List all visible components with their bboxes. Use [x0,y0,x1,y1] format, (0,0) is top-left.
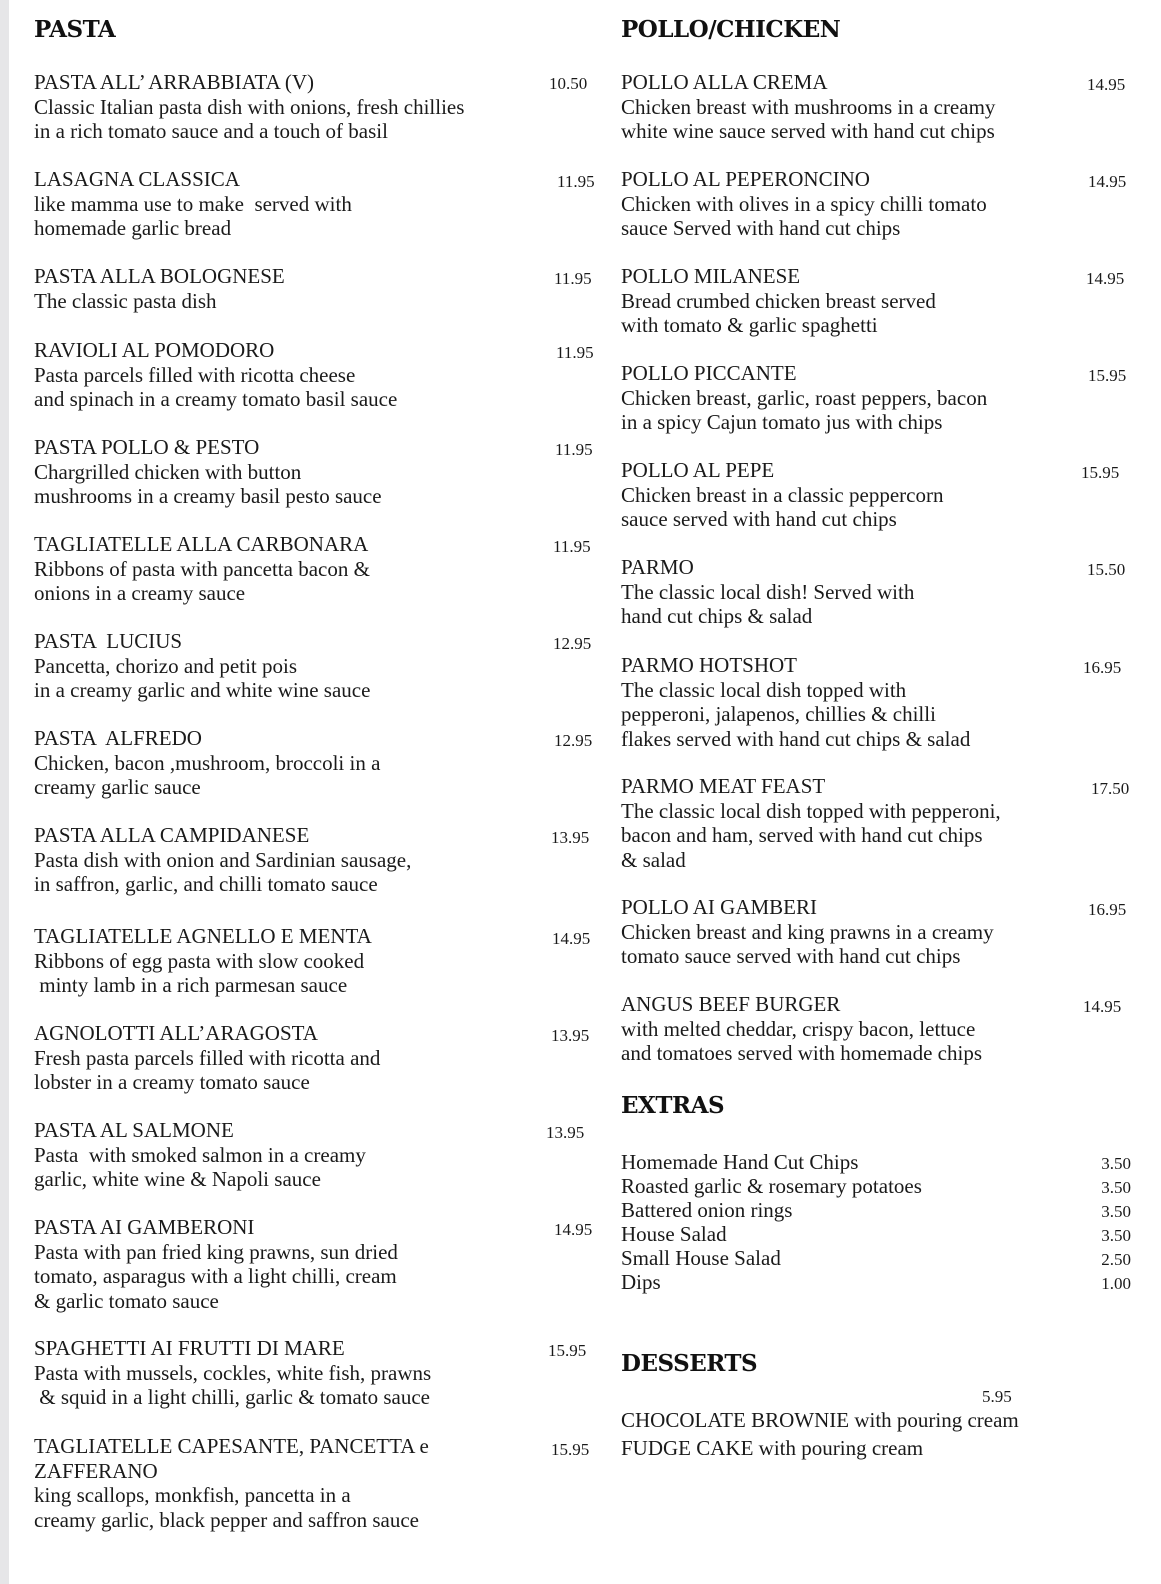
menu-item-price: 14.95 [552,929,591,948]
menu-item-description: like mamma use to make served with [34,191,352,216]
menu-item-description: in a rich tomato sauce and a touch of basil [34,119,388,143]
menu-item-description: in saffron, garlic, and chilli tomato sauce [34,872,378,896]
menu-item-description: Chicken breast with mushrooms in a creamy [621,94,996,119]
menu-item [34,1336,431,1410]
menu-item-description: The classic pasta dish [34,288,217,313]
menu-item-price: 11.95 [556,343,594,362]
menu-item-description: flakes served with hand cut chips & salad [621,726,971,751]
menu-item-description: tomato sauce served with hand cut chips [621,944,961,968]
menu-item-description: pepperoni, jalapenos, chillies & chilli [621,702,936,726]
menu-item [34,1434,429,1532]
menu-item [621,992,982,1066]
menu-item-price: 15.95 [1088,366,1127,385]
menu-item-name: PARMO HOTSHOT [621,653,798,677]
menu-item-description: and spinach in a creamy tomato basil sauce [34,387,398,411]
dessert-item: FUDGE CAKE with pouring cream [621,1436,924,1460]
menu-item [34,924,372,998]
menu-item-name: AGNOLOTTI ALL’ARAGOSTA [34,1021,318,1045]
menu-item-name: LASAGNA CLASSICA [34,167,240,191]
menu-item-description: minty lamb in a rich parmesan sauce [34,973,348,997]
extras-item-price: 3.50 [1101,1154,1131,1173]
menu-item-description: Chicken, bacon ,mushroom, broccoli in a [34,750,381,775]
menu-item-description: & garlic tomato sauce [34,1288,219,1313]
menu-item-description: ZAFFERANO [34,1458,158,1483]
menu-item-description: Ribbons of pasta with pancetta bacon & [34,556,370,581]
menu-item-description: with tomato & garlic spaghetti [621,313,878,337]
menu-item [621,895,994,969]
menu-item-name: RAVIOLI AL POMODORO [34,338,275,362]
extras-item-price: 1.00 [1101,1274,1131,1293]
menu-item-name: PASTA AI GAMBERONI [34,1215,255,1239]
menu-item-price: 11.95 [557,172,595,191]
menu-item-name: POLLO MILANESE [621,264,801,288]
menu-item-description: Chicken breast, garlic, roast peppers, bacon [621,385,988,410]
menu-item-description: & squid in a light chilli, garlic & tomato sauce [34,1385,431,1409]
menu-item-description: mushrooms in a creamy basil pesto sauce [34,484,382,508]
extras-item [621,1198,1131,1222]
menu-item-description: in a creamy garlic and white wine sauce [34,678,371,702]
menu-item-price: 11.95 [553,537,591,556]
menu-item-description: tomato, asparagus with a light chilli, cream [34,1264,397,1288]
chicken-heading: POLLO/CHICKEN [621,16,841,43]
menu-item-price: 15.95 [548,1341,587,1360]
menu-item [621,167,987,241]
menu-item-description: The classic local dish topped with [621,677,907,702]
menu-item-description: Pasta with pan fried king prawns, sun dried [34,1239,398,1264]
desserts-heading: DESSERTS [621,1350,758,1377]
extras-item-name: Battered onion rings [621,1198,793,1222]
menu-item-description: and tomatoes served with homemade chips [621,1041,982,1065]
extras-item [621,1174,1131,1198]
menu-item [34,1215,398,1313]
menu-item-price: 15.95 [551,1440,590,1459]
menu-item-price: 17.50 [1091,779,1130,798]
menu-item-description: hand cut chips & salad [621,604,813,628]
dessert-item: CHOCOLATE BROWNIE with pouring cream [621,1408,1019,1432]
menu-item-name: PASTA ALL’ ARRABBIATA (V) [34,70,315,94]
pasta-heading: PASTA [34,16,116,43]
menu-item-price: 12.95 [554,731,593,750]
menu-item [621,653,970,751]
menu-item-name: PASTA ALFREDO [34,726,202,750]
extras-item-price: 3.50 [1101,1202,1131,1221]
menu-item-price: 14.95 [1086,269,1125,288]
menu-item-description: The classic local dish topped with pepperoni, [621,798,1001,823]
menu-item [621,774,1001,872]
extras-item [621,1150,1131,1174]
menu-item-name: POLLO AI GAMBERI [621,895,818,919]
menu-item-name: PASTA ALLA BOLOGNESE [34,264,285,288]
menu-item-price: 13.95 [546,1123,585,1142]
menu-item-name: PARMO MEAT FEAST [621,774,826,798]
menu-item-description: Fresh pasta parcels filled with ricotta and [34,1045,381,1070]
menu-item-name: POLLO AL PEPE [621,458,775,482]
menu-item-name: TAGLIATELLE AGNELLO E MENTA [34,924,372,948]
menu-item-name: PASTA LUCIUS [34,629,183,653]
extras-item-name: Small House Salad [621,1246,781,1270]
menu-item-price: 13.95 [551,828,590,847]
menu-item-description: sauce served with hand cut chips [621,507,897,531]
menu-item-price: 14.95 [1088,172,1127,191]
menu-item [621,361,987,435]
menu-item-description: onions in a creamy sauce [34,581,246,605]
menu-item-description: creamy garlic sauce [34,775,201,799]
menu-item-description: with melted cheddar, crispy bacon, lettuce [621,1016,976,1041]
menu-item-description: bacon and ham, served with hand cut chips [621,823,983,847]
menu-item [34,532,370,606]
menu-item [621,70,995,144]
menu-item-name: PASTA AL SALMONE [34,1118,234,1142]
menu-item-price: 14.95 [1087,75,1126,94]
menu-item [621,555,914,629]
menu-item [34,1118,366,1192]
desserts-price: 5.95 [982,1387,1012,1406]
menu-item-description: Pasta parcels filled with ricotta cheese [34,362,356,387]
extras-item-price: 3.50 [1101,1226,1131,1245]
menu-item-name: SPAGHETTI AI FRUTTI DI MARE [34,1336,345,1360]
menu-item-name: POLLO ALLA CREMA [621,70,828,94]
extras-item-name: Roasted garlic & rosemary potatoes [621,1174,922,1198]
extras-item-price: 2.50 [1101,1250,1131,1269]
menu-item-name: POLLO PICCANTE [621,361,797,385]
menu-item-description: white wine sauce served with hand cut chips [621,119,995,143]
menu-item [34,435,382,509]
menu-item-price: 10.50 [549,74,588,93]
menu-item-description: Pasta dish with onion and Sardinian sausage, [34,847,412,872]
menu-item-description: Pancetta, chorizo and petit pois [34,653,298,678]
menu-item-description: The classic local dish! Served with [621,579,915,604]
menu-item-price: 15.50 [1087,560,1126,579]
menu-item-description: Chargrilled chicken with button [34,459,302,484]
menu-item-description: in a spicy Cajun tomato jus with chips [621,410,943,434]
extras-item-name: Homemade Hand Cut Chips [621,1150,859,1174]
menu-item [34,1021,380,1095]
menu-item-description: & salad [621,847,686,872]
menu-item-name: ANGUS BEEF BURGER [621,992,841,1016]
menu-item-description: Chicken with olives in a spicy chilli tomato [621,191,987,216]
menu-item-price: 16.95 [1083,658,1122,677]
extras-item [621,1222,1131,1246]
menu-item-description: homemade garlic bread [34,216,232,240]
menu-item-name: PARMO [621,555,694,579]
extras-item-price: 3.50 [1101,1178,1131,1197]
menu-item-price: 11.95 [554,269,592,288]
menu-item-description: creamy garlic, black pepper and saffron sauce [34,1507,420,1532]
menu-item [34,70,464,144]
page-left-edge [0,0,9,1584]
menu-item-description: Bread crumbed chicken breast served [621,288,936,313]
menu-item-description: Pasta with smoked salmon in a creamy [34,1142,366,1167]
menu-item-name: TAGLIATELLE ALLA CARBONARA [34,532,369,556]
extras-item [621,1246,1131,1270]
menu-item-description: Pasta with mussels, cockles, white fish, prawns [34,1360,432,1385]
menu-item [34,338,397,412]
menu-item-price: 14.95 [1083,997,1122,1016]
menu-item-price: 16.95 [1088,900,1127,919]
menu-item-description: Chicken breast and king prawns in a creamy [621,919,994,944]
menu-item-description: garlic, white wine & Napoli sauce [34,1167,321,1191]
menu-item-description: Ribbons of egg pasta with slow cooked [34,948,365,973]
menu-item [34,823,411,897]
menu-item [34,726,380,800]
menu-item-description: sauce Served with hand cut chips [621,216,901,240]
menu-item-name: PASTA POLLO & PESTO [34,435,260,459]
menu-item-price: 12.95 [553,634,592,653]
menu-item-description: king scallops, monkfish, pancetta in a [34,1483,351,1507]
menu-item-price: 11.95 [555,440,593,459]
extras-heading: EXTRAS [621,1092,725,1119]
menu-item-name: PASTA ALLA CAMPIDANESE [34,823,310,847]
menu-item-name: POLLO AL PEPERONCINO [621,167,870,191]
menu-item-price: 15.95 [1081,463,1120,482]
extras-item-name: House Salad [621,1222,727,1246]
menu-item-description: lobster in a creamy tomato sauce [34,1070,310,1094]
menu-item [34,264,285,313]
menu-item-name: TAGLIATELLE CAPESANTE, PANCETTA e [34,1434,429,1458]
menu-item-price: 14.95 [554,1220,593,1239]
menu-item-description: Classic Italian pasta dish with onions, fresh chillies [34,94,465,119]
extras-item [621,1270,1131,1294]
menu-item [621,458,943,532]
menu-item [34,629,370,703]
menu-item-price: 13.95 [551,1026,590,1045]
menu-item-description: Chicken breast in a classic peppercorn [621,482,944,507]
menu-item [34,167,352,241]
extras-item-name: Dips [621,1270,661,1294]
menu-item [621,264,936,338]
